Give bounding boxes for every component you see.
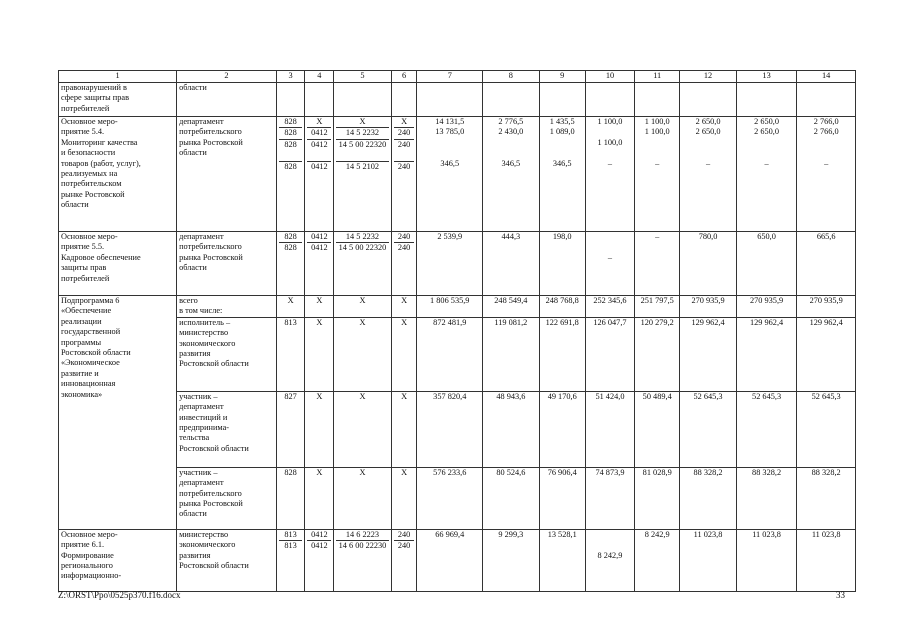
cell-value: 2 650,0	[695, 117, 721, 126]
cell-value: 74 873,9	[595, 467, 625, 477]
cell-value: 1 806 535,9	[430, 296, 470, 305]
cell-value: 828	[279, 127, 303, 138]
cell-value: 346,5	[440, 158, 460, 168]
cell-value: 813	[279, 540, 303, 551]
value-cell-col3	[276, 391, 305, 467]
value-cell-col9	[539, 296, 585, 318]
cell-value: 80 524,6	[496, 467, 526, 477]
table-row	[59, 83, 856, 117]
column-header: 1	[59, 71, 177, 83]
value-cell-col14	[797, 391, 856, 467]
cell-value: 13 528,1	[547, 529, 577, 539]
value-cell-col3	[276, 296, 305, 318]
cell-value: Х	[401, 391, 408, 401]
cell-value: 11 023,8	[811, 529, 841, 539]
cell-value: Х	[287, 296, 294, 305]
cell-value: 813	[284, 317, 297, 327]
value-cell-col14	[797, 467, 856, 529]
cell-value: 872 481,9	[433, 317, 467, 327]
value-cell-col10	[585, 232, 634, 296]
cell-value: 119 081,2	[494, 317, 528, 327]
cell-value: 66 969,4	[435, 529, 465, 539]
value-cell-col12	[680, 83, 736, 117]
value-cell-col4	[305, 232, 334, 296]
cell-value: 76 906,4	[547, 467, 577, 477]
column-header: 5	[334, 71, 392, 83]
cell-value: Х	[359, 296, 366, 305]
cell-value: 0412	[307, 540, 331, 551]
value-cell-col11	[635, 391, 680, 467]
executor-cell: министерство экономического развития Ростовской области	[177, 529, 277, 591]
value-cell-col6	[391, 296, 417, 318]
cell-value: 88 328,2	[693, 467, 723, 477]
table-row	[59, 467, 856, 529]
column-header: 12	[680, 71, 736, 83]
cell-value: 14 5 2232	[345, 232, 380, 241]
cell-value: Х	[359, 467, 366, 477]
value-cell-col4	[305, 317, 334, 391]
cell-value	[588, 540, 632, 550]
cell-value: Х	[359, 391, 366, 401]
value-cell-col5	[334, 467, 392, 529]
cell-value	[799, 148, 853, 158]
cell-value: 813	[284, 529, 297, 539]
cell-value	[588, 232, 632, 242]
value-cell-col7	[417, 296, 483, 318]
value-cell-col4	[305, 391, 334, 467]
page-number: 33	[836, 590, 845, 600]
value-cell-col11	[635, 117, 680, 232]
value-cell-col7	[417, 391, 483, 467]
cell-value: 2 650,0	[754, 127, 780, 137]
cell-value: 828	[279, 242, 303, 253]
value-cell-col8	[483, 529, 539, 591]
cell-value	[307, 150, 331, 160]
value-cell-col9	[539, 83, 585, 117]
cell-value: 8 242,9	[644, 529, 670, 539]
cell-value: –	[705, 158, 711, 168]
column-header: 14	[797, 71, 856, 83]
executor-cell: участник – департамент инвестиций и предпринима- тельства Ростовской области	[177, 391, 277, 467]
value-cell-col6	[391, 317, 417, 391]
value-cell-col11	[635, 83, 680, 117]
value-cell-col8	[483, 296, 539, 318]
cell-value	[682, 138, 733, 148]
cell-value: 120 279,2	[640, 317, 674, 327]
value-cell-col5	[334, 296, 392, 318]
cell-value	[682, 148, 733, 158]
cell-value: 14 6 00 22230	[336, 540, 389, 551]
value-cell-col5	[334, 83, 392, 117]
cell-value	[739, 138, 795, 148]
cell-value	[588, 530, 632, 540]
value-cell-col4	[305, 467, 334, 529]
value-cell-col12	[680, 467, 736, 529]
value-cell-col12	[680, 317, 736, 391]
value-cell-col13	[736, 117, 797, 232]
cell-value: 248 549,4	[494, 296, 528, 305]
cell-value: 48 943,6	[496, 391, 526, 401]
cell-value: 0412	[307, 242, 331, 253]
cell-value: 14 5 00 22320	[336, 242, 389, 253]
executor-cell: участник – департамент потребительского рынка Ростовской области	[177, 467, 277, 529]
value-cell-col8	[483, 467, 539, 529]
cell-value: 780,0	[698, 232, 718, 241]
value-cell-col12	[680, 391, 736, 467]
cell-value: 0412	[307, 139, 331, 150]
table-row	[59, 317, 856, 391]
value-cell-col14	[797, 232, 856, 296]
cell-value: 270 935,9	[749, 296, 784, 305]
cell-value	[637, 148, 677, 158]
cell-value: 0412	[311, 529, 328, 539]
cell-value	[739, 148, 795, 158]
cell-value: 1 100,0	[644, 127, 670, 137]
program-name-cell: Основное меро- приятие 6.1. Формирование регионального информационно-	[59, 529, 177, 591]
value-cell-col6	[391, 232, 417, 296]
cell-value: 52 645,3	[752, 391, 782, 401]
cell-value: 9 299,3	[498, 529, 524, 539]
value-cell-col12	[680, 296, 736, 318]
cell-value	[542, 138, 583, 148]
cell-value: 665,6	[816, 232, 836, 241]
value-cell-col8	[483, 317, 539, 391]
cell-value: 0412	[311, 232, 328, 241]
value-cell-col13	[736, 391, 797, 467]
cell-value	[394, 150, 415, 160]
cell-value: 129 962,4	[749, 317, 784, 327]
value-cell-col3	[276, 83, 305, 117]
cell-value: 129 962,4	[809, 317, 843, 327]
value-cell-col10	[585, 467, 634, 529]
column-header: 7	[417, 71, 483, 83]
cell-value: 240	[394, 242, 415, 253]
cell-value: Х	[316, 467, 323, 477]
cell-value: 2 776,5	[498, 117, 524, 126]
value-cell-col7	[417, 529, 483, 591]
value-cell-col9	[539, 467, 585, 529]
program-name-cell: Подпрограмма 6 «Обеспечение реализации государственной программы Ростовской области «Экономическое развитие и инновационная экономика»	[59, 296, 177, 530]
cell-value: 14 131,5	[435, 117, 465, 126]
cell-value	[485, 138, 536, 148]
value-cell-col5	[334, 529, 392, 591]
value-cell-col9	[539, 391, 585, 467]
cell-value: Х	[316, 117, 323, 126]
value-cell-col4	[305, 529, 334, 591]
cell-value: 13 785,0	[435, 127, 465, 137]
value-cell-col6	[391, 391, 417, 467]
cell-value: 2 539,9	[437, 232, 463, 241]
program-name-cell: Основное меро- приятие 5.4. Мониторинг качества и безопасности товаров (работ, услуг), реализуемых на потребительском рынке Ростовской области	[59, 117, 177, 232]
cell-value: 2 766,0	[813, 127, 839, 137]
cell-value: 88 328,2	[811, 467, 841, 477]
cell-value: –	[764, 158, 769, 168]
cell-value	[279, 150, 303, 160]
value-cell-col10	[585, 296, 634, 318]
cell-value: Х	[359, 117, 366, 126]
cell-value: 1 435,5	[549, 117, 575, 126]
value-cell-col13	[736, 83, 797, 117]
cell-value: 828	[284, 117, 297, 126]
cell-value: 2 650,0	[754, 117, 780, 126]
value-cell-col3	[276, 467, 305, 529]
cell-value: Х	[316, 317, 323, 327]
cell-value: 240	[397, 232, 411, 241]
value-cell-col8	[483, 117, 539, 232]
cell-value: 2 430,0	[498, 127, 524, 137]
cell-value: 828	[284, 467, 297, 477]
column-header: 8	[483, 71, 539, 83]
table-row	[59, 391, 856, 467]
value-cell-col8	[483, 391, 539, 467]
cell-value	[637, 138, 677, 148]
cell-value: Х	[316, 296, 323, 305]
cell-value: 88 328,2	[752, 467, 782, 477]
cell-value: 270 935,9	[809, 296, 843, 305]
value-cell-col8	[483, 232, 539, 296]
cell-value: 251 797,5	[640, 296, 674, 305]
value-cell-col7	[417, 83, 483, 117]
cell-value	[588, 127, 632, 137]
value-cell-col4	[305, 117, 334, 232]
value-cell-col7	[417, 117, 483, 232]
value-cell-col12	[680, 117, 736, 232]
cell-value: –	[824, 158, 829, 168]
cell-value: 357 820,4	[433, 391, 467, 401]
column-header: 10	[585, 71, 634, 83]
value-cell-col13	[736, 296, 797, 318]
value-cell-col5	[334, 391, 392, 467]
value-cell-col13	[736, 467, 797, 529]
cell-value: 49 170,6	[547, 391, 577, 401]
cell-value: 346,5	[552, 158, 572, 168]
cell-value: 51 424,0	[595, 391, 625, 401]
value-cell-col10	[585, 391, 634, 467]
cell-value: 0412	[307, 127, 331, 138]
column-header: 9	[539, 71, 585, 83]
cell-value: 14 5 2102	[336, 161, 389, 172]
value-cell-col9	[539, 117, 585, 232]
cell-value: Х	[359, 317, 366, 327]
value-cell-col3	[276, 232, 305, 296]
cell-value: –	[607, 158, 613, 168]
table-row	[59, 117, 856, 232]
file-path: Z:\ORST\Ppo\0525p370.f16.docx	[58, 590, 181, 600]
cell-value: 828	[279, 139, 303, 150]
value-cell-col11	[635, 467, 680, 529]
cell-value: Х	[401, 117, 408, 126]
cell-value: –	[655, 232, 660, 241]
cell-value	[419, 148, 480, 158]
value-cell-col6	[391, 83, 417, 117]
cell-value: 650,0	[757, 232, 776, 241]
cell-value: –	[655, 158, 660, 168]
cell-value: 81 028,9	[642, 467, 672, 477]
cell-value: Х	[401, 467, 408, 477]
column-header: 4	[305, 71, 334, 83]
value-cell-col13	[736, 317, 797, 391]
cell-value: Х	[316, 391, 323, 401]
value-cell-col4	[305, 83, 334, 117]
value-cell-col13	[736, 529, 797, 591]
value-cell-col7	[417, 317, 483, 391]
header-row	[59, 71, 856, 83]
executor-cell: департамент потребительского рынка Ростовской области	[177, 117, 277, 232]
cell-value: 828	[284, 232, 297, 241]
executor-cell: исполнитель – министерство экономического развития Ростовской области	[177, 317, 277, 391]
cell-value: 1 089,0	[549, 127, 575, 137]
cell-value	[542, 148, 583, 158]
cell-value: 8 242,9	[597, 550, 623, 560]
cell-value: 126 047,7	[593, 317, 627, 327]
value-cell-col8	[483, 83, 539, 117]
cell-value: 248 768,8	[545, 296, 579, 305]
cell-value: 827	[284, 391, 297, 401]
value-cell-col5	[334, 117, 392, 232]
cell-value: Х	[401, 296, 408, 305]
value-cell-col11	[635, 296, 680, 318]
column-header: 3	[276, 71, 305, 83]
cell-value: 270 935,9	[691, 296, 725, 305]
cell-value	[588, 242, 632, 252]
cell-value: 14 6 2223	[345, 529, 380, 539]
cell-value: 240	[394, 161, 415, 172]
value-cell-col14	[797, 317, 856, 391]
cell-value: 14 5 00 22320	[336, 139, 389, 150]
value-cell-col14	[797, 296, 856, 318]
cell-value: 240	[394, 127, 415, 138]
column-header: 11	[635, 71, 680, 83]
value-cell-col6	[391, 117, 417, 232]
value-cell-col3	[276, 117, 305, 232]
value-cell-col3	[276, 529, 305, 591]
column-header: 13	[736, 71, 797, 83]
table-row	[59, 296, 856, 318]
value-cell-col10	[585, 83, 634, 117]
cell-value: Х	[401, 317, 408, 327]
cell-value	[799, 138, 853, 148]
value-cell-col4	[305, 296, 334, 318]
program-name-cell: правонарушений в сфере защиты прав потребителей	[59, 83, 177, 117]
executor-cell: всего в том числе:	[177, 296, 277, 318]
cell-value: –	[607, 252, 613, 262]
value-cell-col5	[334, 232, 392, 296]
value-cell-col6	[391, 529, 417, 591]
cell-value: 1 100,0	[644, 117, 670, 126]
value-cell-col10	[585, 317, 634, 391]
program-name-cell: Основное меро- приятие 5.5. Кадровое обеспечение защиты прав потребителей	[59, 232, 177, 296]
table-row	[59, 529, 856, 591]
value-cell-col14	[797, 83, 856, 117]
value-cell-col14	[797, 529, 856, 591]
cell-value: 11 023,8	[693, 529, 723, 539]
cell-value: 0412	[307, 161, 331, 172]
budget-table	[58, 70, 856, 592]
cell-value	[419, 138, 480, 148]
value-cell-col12	[680, 529, 736, 591]
executor-cell: департамент потребительского рынка Ростовской области	[177, 232, 277, 296]
cell-value: 52 645,3	[811, 391, 841, 401]
cell-value: 252 345,6	[593, 296, 627, 305]
value-cell-col9	[539, 529, 585, 591]
cell-value: 198,0	[552, 232, 572, 241]
value-cell-col11	[635, 317, 680, 391]
cell-value	[485, 148, 536, 158]
value-cell-col11	[635, 232, 680, 296]
cell-value: 346,5	[501, 158, 521, 168]
cell-value: 828	[279, 161, 303, 172]
cell-value: 576 233,6	[433, 467, 467, 477]
cell-value	[588, 148, 632, 158]
cell-value: 2 650,0	[695, 127, 721, 137]
cell-value: 444,3	[501, 232, 521, 241]
value-cell-col3	[276, 317, 305, 391]
column-header: 6	[391, 71, 417, 83]
cell-value: 11 023,8	[752, 529, 781, 539]
value-cell-col10	[585, 117, 634, 232]
value-cell-col9	[539, 232, 585, 296]
cell-value: 50 489,4	[642, 391, 672, 401]
executor-cell: области	[177, 83, 277, 117]
value-cell-col5	[334, 317, 392, 391]
value-cell-col7	[417, 232, 483, 296]
cell-value: 129 962,4	[691, 317, 725, 327]
value-cell-col10	[585, 529, 634, 591]
column-header: 2	[177, 71, 277, 83]
value-cell-col13	[736, 232, 797, 296]
cell-value: 1 100,0	[597, 137, 623, 147]
cell-value: 14 5 2232	[336, 127, 389, 138]
value-cell-col6	[391, 467, 417, 529]
value-cell-col9	[539, 317, 585, 391]
cell-value: 240	[394, 139, 415, 150]
cell-value: 52 645,3	[693, 391, 723, 401]
cell-value: 240	[394, 540, 415, 551]
value-cell-col12	[680, 232, 736, 296]
cell-value	[336, 150, 389, 160]
cell-value: 240	[397, 529, 411, 539]
table-row	[59, 232, 856, 296]
value-cell-col7	[417, 467, 483, 529]
value-cell-col11	[635, 529, 680, 591]
cell-value: 2 766,0	[813, 117, 839, 126]
cell-value: 1 100,0	[597, 117, 623, 126]
cell-value: 122 691,8	[545, 317, 579, 327]
value-cell-col14	[797, 117, 856, 232]
